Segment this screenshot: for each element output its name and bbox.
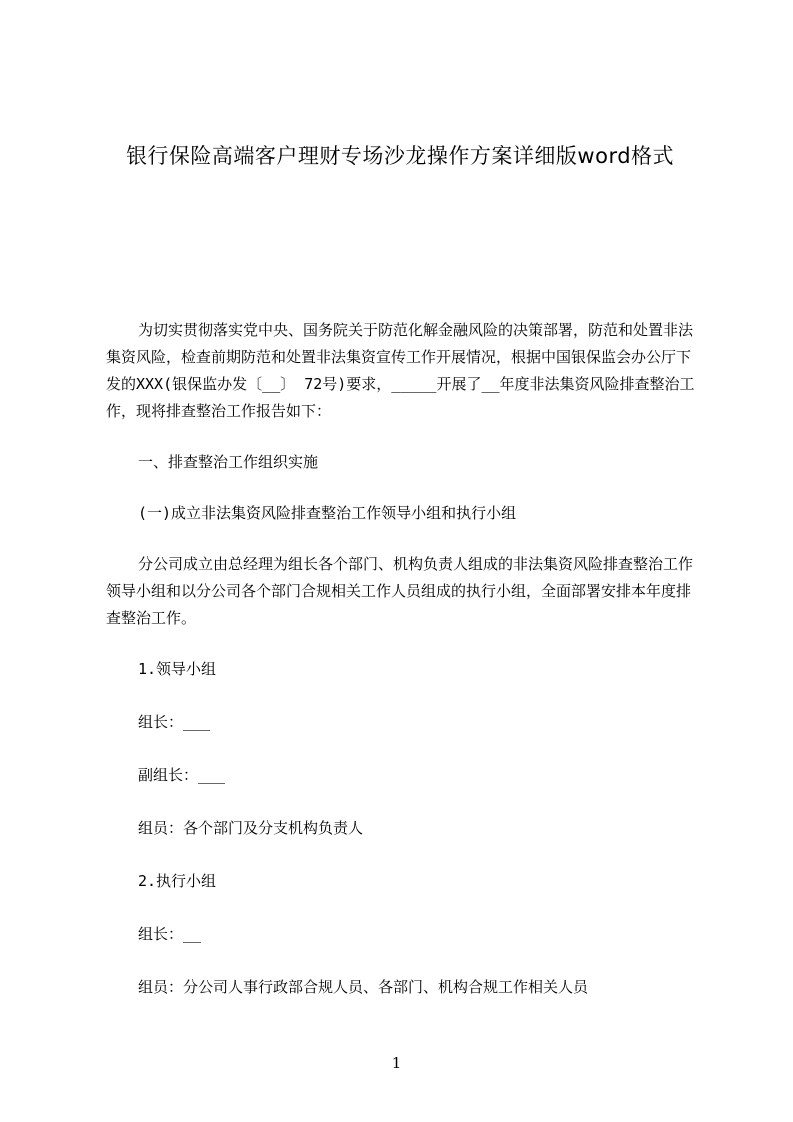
page-number: 1 (391, 1054, 402, 1072)
group1-deputy: 副组长：___ (138, 766, 226, 784)
group2-members: 组员：分公司人事行政部合规人员、各部门、机构合规工作相关人员 (138, 978, 589, 996)
document-title: 银行保险高端客户理财专场沙龙操作方案详细版word格式 (125, 144, 675, 168)
intro-paragraph: 为切实贯彻落实党中央、国务院关于防范化解金融风险的决策部署，防范和处置非法集资风险，检查前期防范和处置非法集资宣传工作开展情况，根据中国银保监会办公厅下发的XXX(银保监办发〔__〕 72号)要求，_____开展了__年度非法集资风险排查整治工作，现将排查整治工作报告如下： (106, 321, 695, 420)
group1-title: 1.领导小组 (138, 660, 217, 678)
group2-title: 2.执行小组 (138, 872, 217, 890)
body-paragraph-2: 分公司成立由总经理为组长各个部门、机构负责人组成的非法集资风险排查整治工作领导小组和以分公司各个部门合规相关工作人员组成的执行小组，全面部署安排本年度排查整治工作。 (106, 555, 694, 627)
subsection-heading-1: (一)成立非法集资风险排查整治工作领导小组和执行小组 (138, 504, 517, 522)
group2-leader: 组长：__ (138, 925, 202, 943)
section-heading-1: 一、排查整治工作组织实施 (138, 453, 319, 471)
group1-leader: 组长：___ (138, 713, 211, 731)
document-body (106, 317, 698, 1001)
group1-members: 组员：各个部门及分支机构负责人 (138, 819, 364, 837)
